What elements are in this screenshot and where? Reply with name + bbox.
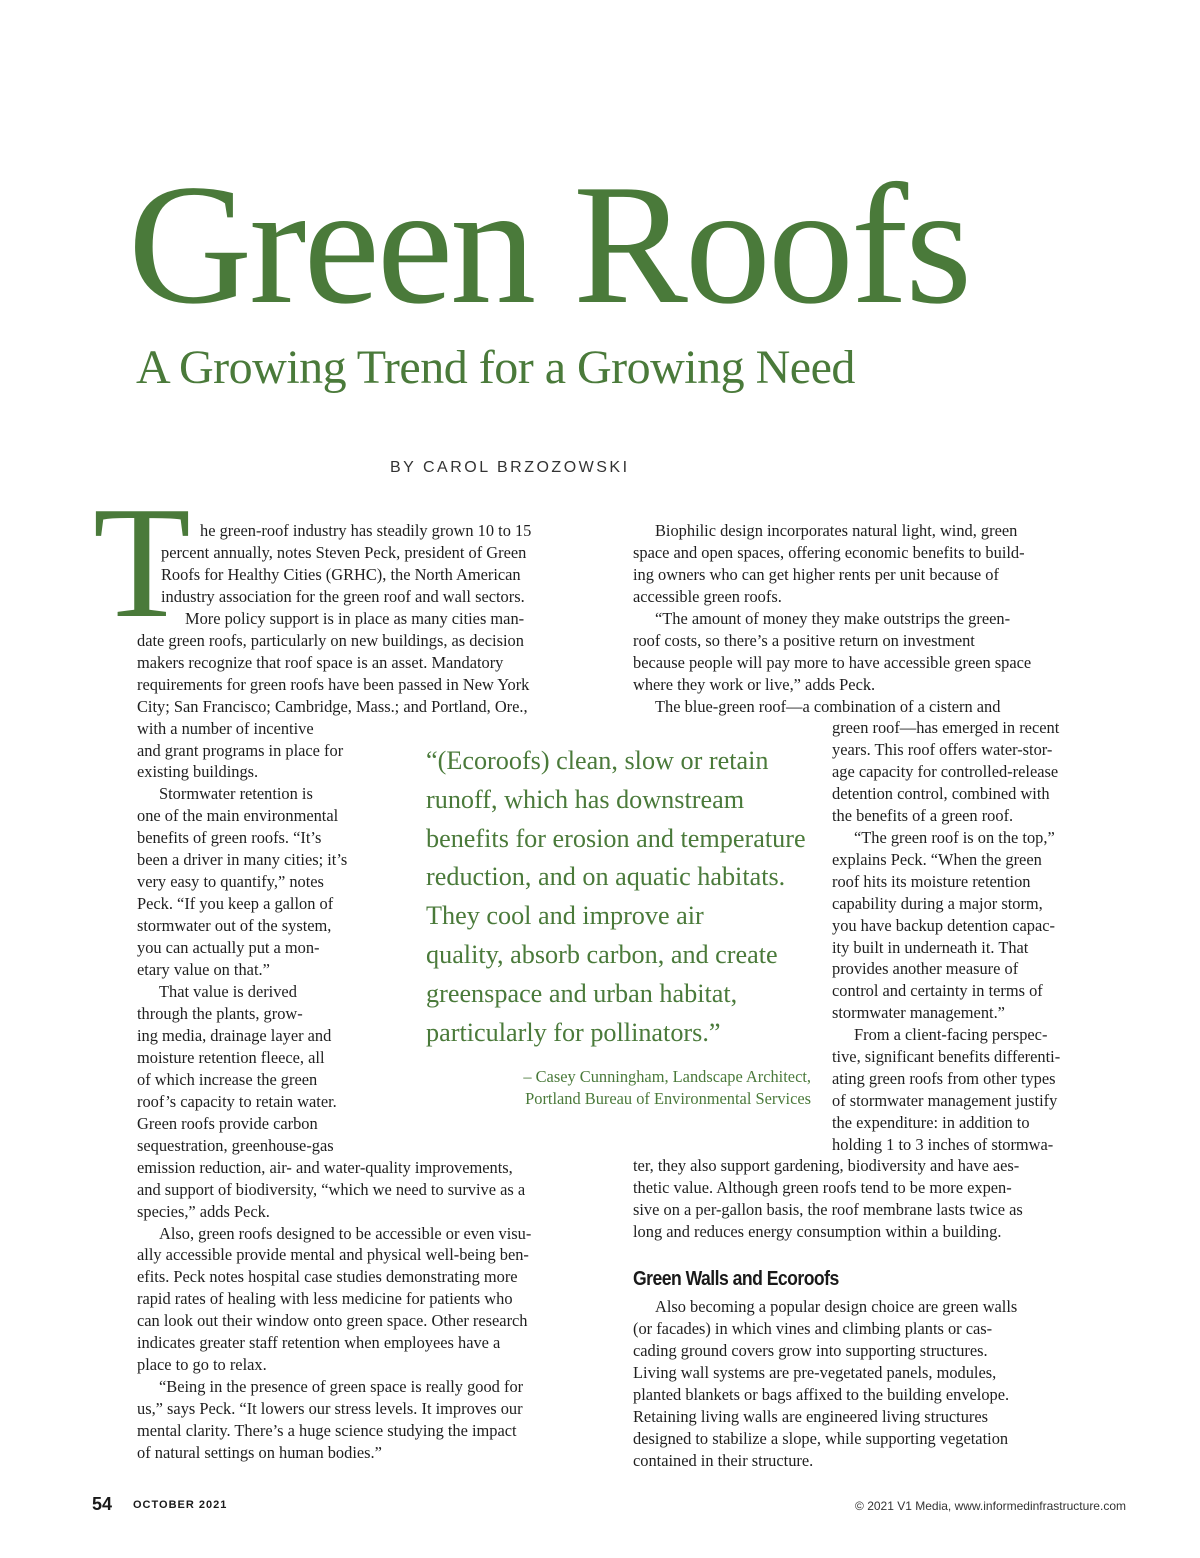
body-line: Also becoming a popular design choice are green walls (655, 1297, 1018, 1316)
body-line: control and certainty in terms of (832, 981, 1043, 1001)
body-line: Stormwater retention is (159, 784, 313, 804)
body-line: because people will pay more to have accessible green space (633, 652, 1032, 672)
body-line: emission reduction, air- and water-quality improvements, (137, 1157, 513, 1177)
body-line: roof’s capacity to retain water. (137, 1091, 337, 1111)
body-line: the expenditure: in addition to (832, 1113, 1030, 1133)
body-line: etary value on that.” (137, 960, 270, 980)
body-line: provides another measure of (832, 959, 1019, 979)
body-line: the benefits of a green roof. (832, 805, 1014, 825)
right-column (633, 520, 1113, 718)
body-line: us,” says Peck. “It lowers our stress levels. It improves our (137, 1399, 523, 1419)
body-line: roof costs, so there’s a positive return on investment (633, 630, 975, 650)
body-line: “Being in the presence of green space is really good for (159, 1377, 524, 1397)
body-line: can look out their window onto green space. Other research (137, 1311, 528, 1331)
body-line: holding 1 to 3 inches of stormwa- (832, 1135, 1054, 1155)
page-number: 54 (92, 1494, 113, 1514)
body-line: City; San Francisco; Cambridge, Mass.; and Portland, Ore., (137, 696, 528, 716)
pull-quote (426, 742, 806, 1052)
pull-quote-line: They cool and improve air (426, 901, 704, 931)
body-line: thetic value. Although green roofs tend to be more expen- (633, 1177, 1012, 1197)
body-line: ity built in underneath it. That (832, 937, 1029, 957)
body-line: percent annually, notes Steven Peck, president of Green (161, 542, 527, 562)
body-line: place to go to relax. (137, 1355, 267, 1375)
body-line: (or facades) in which vines and climbing plants or cas- (633, 1318, 993, 1338)
body-line: and grant programs in place for (137, 740, 344, 760)
body-line: Living wall systems are pre-vegetated panels, modules, (633, 1362, 997, 1382)
body-line: very easy to quantify,” notes (137, 872, 324, 892)
body-line: he green-roof industry has steadily grown 10 to 15 (200, 521, 532, 540)
body-line: stormwater out of the system, (137, 916, 332, 936)
body-line: and support of biodiversity, “which we need to survive as a (137, 1179, 526, 1199)
body-line: of natural settings on human bodies.” (137, 1443, 382, 1463)
body-line: roof hits its moisture retention (832, 871, 1031, 891)
attribution-line: Portland Bureau of Environmental Services (525, 1089, 811, 1108)
body-line: sive on a per-gallon basis, the roof membrane lasts twice as (633, 1199, 1023, 1219)
copyright-notice: © 2021 V1 Media, www.informedinfrastructure.com (855, 1499, 1126, 1513)
body-line: Retaining living walls are engineered living structures (633, 1406, 989, 1426)
body-line: ing owners who can get higher rents per unit because of (633, 564, 999, 584)
body-line: with a number of incentive (137, 718, 314, 738)
body-line: “The amount of money they make outstrips the green- (655, 608, 1011, 628)
body-line: species,” adds Peck. (137, 1201, 270, 1221)
body-line: ally accessible provide mental and physical well-being ben- (137, 1245, 529, 1265)
body-line: More policy support is in place as many cities man- (185, 608, 525, 628)
body-line: through the plants, grow- (137, 1003, 303, 1023)
pull-quote-line: quality, absorb carbon, and create (426, 939, 778, 969)
pull-quote-line: particularly for pollinators.” (426, 1017, 721, 1047)
body-line: Green roofs provide carbon (137, 1113, 318, 1133)
article-subtitle: A Growing Trend for a Growing Need (136, 341, 855, 394)
body-line: designed to stabilize a slope, while supporting vegetation (633, 1428, 1009, 1448)
section-body (633, 1296, 1113, 1472)
body-line: date green roofs, particularly on new buildings, as decision (137, 630, 524, 650)
body-line: tive, significant benefits differenti- (832, 1047, 1061, 1067)
body-line: long and reduces energy consumption within a building. (633, 1221, 1002, 1241)
body-line: space and open spaces, offering economic benefits to build- (633, 542, 1025, 562)
pull-quote-line: “(Ecoroofs) clean, slow or retain (426, 746, 769, 775)
body-line: Also, green roofs designed to be accessible or even visu- (159, 1223, 532, 1243)
body-line: From a client-facing perspec- (854, 1025, 1048, 1045)
attribution-line: – Casey Cunningham, Landscape Architect, (523, 1067, 811, 1086)
body-line: age capacity for controlled-release (832, 761, 1059, 781)
body-line: efits. Peck notes hospital case studies demonstrating more (137, 1267, 518, 1287)
body-line: Biophilic design incorporates natural light, wind, green (655, 521, 1018, 540)
body-line: capability during a major storm, (832, 893, 1043, 913)
drop-cap: T (93, 473, 191, 651)
body-line: The blue-green roof—a combination of a cistern and (655, 696, 1001, 716)
pull-quote-line: benefits for erosion and temperature (426, 823, 806, 853)
body-line: moisture retention fleece, all (137, 1047, 325, 1067)
body-line: accessible green roofs. (633, 586, 782, 606)
body-line: makers recognize that roof space is an asset. Mandatory (137, 652, 504, 672)
body-line: Roofs for Healthy Cities (GRHC), the North American (161, 564, 521, 584)
body-line: That value is derived (159, 982, 297, 1002)
article-title: Green Roofs (128, 150, 970, 340)
right-column-narrow (832, 717, 1122, 1156)
body-line: indicates greater staff retention when employees have a (137, 1333, 501, 1353)
body-line: planted blankets or bags affixed to the building envelope. (633, 1384, 1010, 1404)
pull-quote-attribution (440, 1066, 811, 1110)
body-line: ing media, drainage layer and (137, 1025, 332, 1045)
issue-date: OCTOBER 2021 (133, 1499, 228, 1511)
body-line: of which increase the green (137, 1069, 318, 1089)
body-line: contained in their structure. (633, 1450, 814, 1470)
body-line: benefits of green roofs. “It’s (137, 828, 322, 848)
body-line: explains Peck. “When the green (832, 849, 1042, 869)
body-line: years. This roof offers water-stor- (832, 739, 1053, 759)
body-line: detention control, combined with (832, 783, 1050, 803)
body-line: you have backup detention capac- (832, 915, 1055, 935)
body-line: requirements for green roofs have been passed in New York (137, 674, 530, 694)
section-heading: Green Walls and Ecoroofs (633, 1268, 839, 1290)
pull-quote-line: greenspace and urban habitat, (426, 978, 738, 1008)
body-line: Peck. “If you keep a gallon of (137, 894, 334, 914)
body-line: industry association for the green roof and wall sectors. (161, 586, 525, 606)
body-line: ter, they also support gardening, biodiversity and have aes- (633, 1156, 1020, 1175)
body-line: cading ground covers grow into supporting structures. (633, 1340, 988, 1360)
pull-quote-line: reduction, and on aquatic habitats. (426, 862, 786, 892)
body-line: existing buildings. (137, 762, 259, 782)
body-line: where they work or live,” adds Peck. (633, 674, 876, 694)
body-line: one of the main environmental (137, 806, 339, 826)
body-line: been a driver in many cities; it’s (137, 850, 348, 870)
body-line: green roof—has emerged in recent (832, 718, 1060, 737)
body-line: rapid rates of healing with less medicine for patients who (137, 1289, 513, 1309)
body-line: “The green roof is on the top,” (854, 827, 1055, 847)
body-line: stormwater management.” (832, 1003, 1005, 1023)
pull-quote-line: runoff, which has downstream (426, 784, 745, 814)
body-line: of stormwater management justify (832, 1091, 1058, 1111)
body-line: you can actually put a mon- (137, 938, 320, 958)
right-column-bottom (633, 1155, 1113, 1243)
body-line: sequestration, greenhouse-gas (137, 1135, 334, 1155)
byline: BY CAROL BRZOZOWSKI (390, 459, 630, 476)
body-line: ating green roofs from other types (832, 1069, 1056, 1089)
body-line: mental clarity. There’s a huge science studying the impact (137, 1421, 517, 1441)
